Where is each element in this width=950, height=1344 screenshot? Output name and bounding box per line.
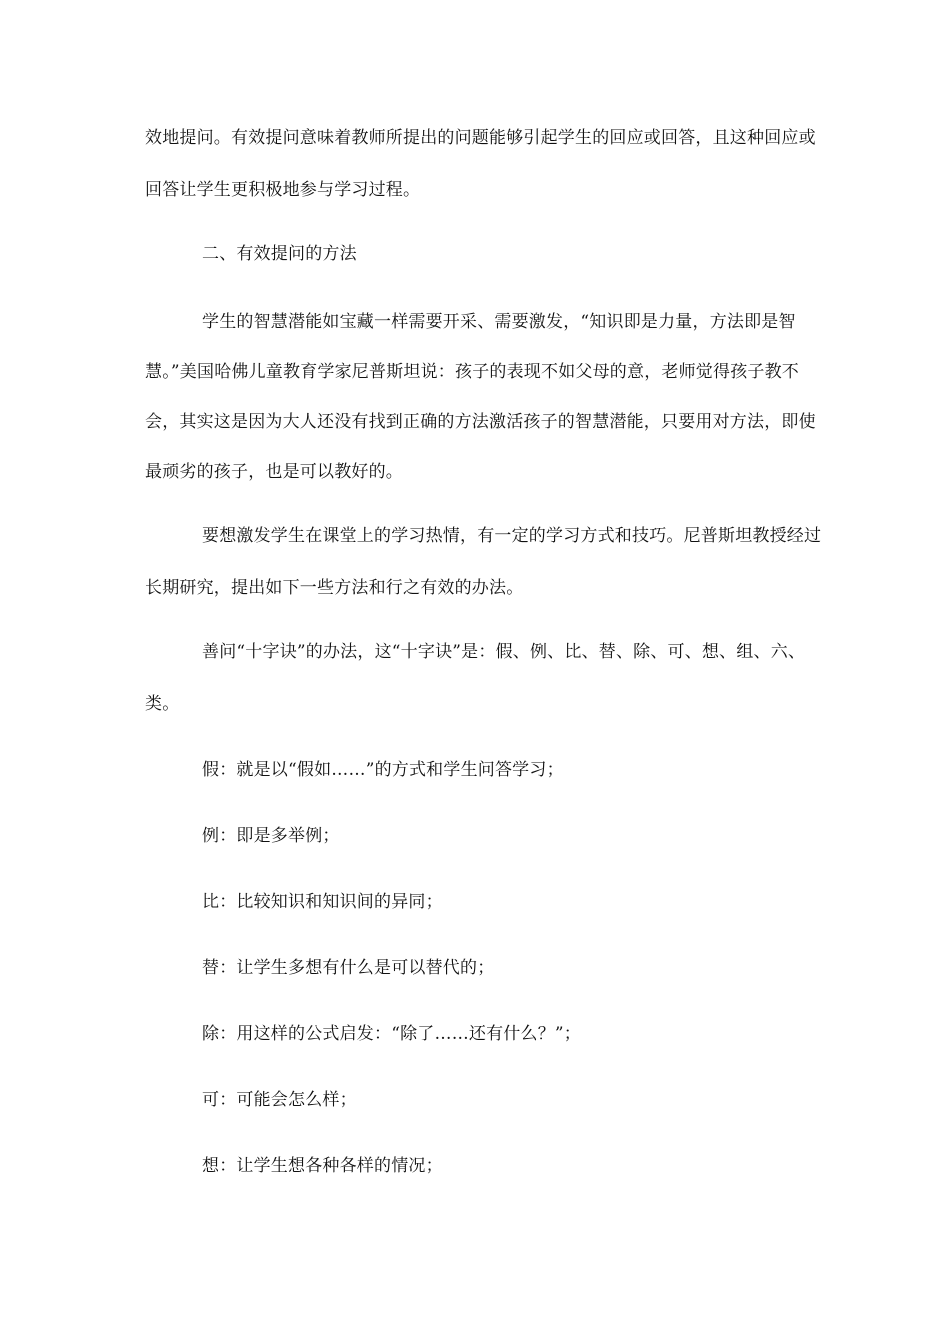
list-item-jia: 假：就是以“假如……”的方式和学生问答学习；	[202, 760, 564, 780]
paragraph-line-6: 最顽劣的孩子，也是可以教好的。	[145, 462, 403, 482]
list-item-ke: 可：可能会怎么样；	[202, 1090, 357, 1110]
paragraph-line-5: 会，其实这是因为大人还没有找到正确的方法激活孩子的智慧潜能，只要用对方法，即使	[145, 412, 816, 432]
paragraph-line-1: 效地提问。有效提问意味着教师所提出的问题能够引起学生的回应或回答，且这种回应或	[145, 128, 816, 148]
paragraph-line-2: 回答让学生更积极地参与学习过程。	[145, 180, 421, 200]
section-heading: 二、有效提问的方法	[202, 244, 357, 264]
list-item-bi: 比：比较知识和知识间的异同；	[202, 892, 443, 912]
paragraph-line-8: 长期研究，提出如下一些方法和行之有效的办法。	[145, 578, 524, 598]
paragraph-line-10: 类。	[145, 694, 180, 714]
paragraph-line-7: 要想激发学生在课堂上的学习热情，有一定的学习方式和技巧。尼普斯坦教授经过	[202, 526, 822, 546]
paragraph-line-3: 学生的智慧潜能如宝藏一样需要开采、需要激发，“知识即是力量，方法即是智	[202, 312, 796, 332]
list-item-ti: 替：让学生多想有什么是可以替代的；	[202, 958, 495, 978]
list-item-xiang: 想：让学生想各种各样的情况；	[202, 1156, 443, 1176]
paragraph-line-9: 善问“十字诀”的办法，这“十字诀”是：假、例、比、替、除、可、想、组、六、	[202, 642, 806, 662]
paragraph-line-4: 慧。”美国哈佛儿童教育学家尼普斯坦说：孩子的表现不如父母的意，老师觉得孩子教不	[145, 362, 799, 382]
list-item-li: 例：即是多举例；	[202, 826, 340, 846]
list-item-chu: 除：用这样的公式启发：“除了……还有什么？”；	[202, 1024, 581, 1044]
